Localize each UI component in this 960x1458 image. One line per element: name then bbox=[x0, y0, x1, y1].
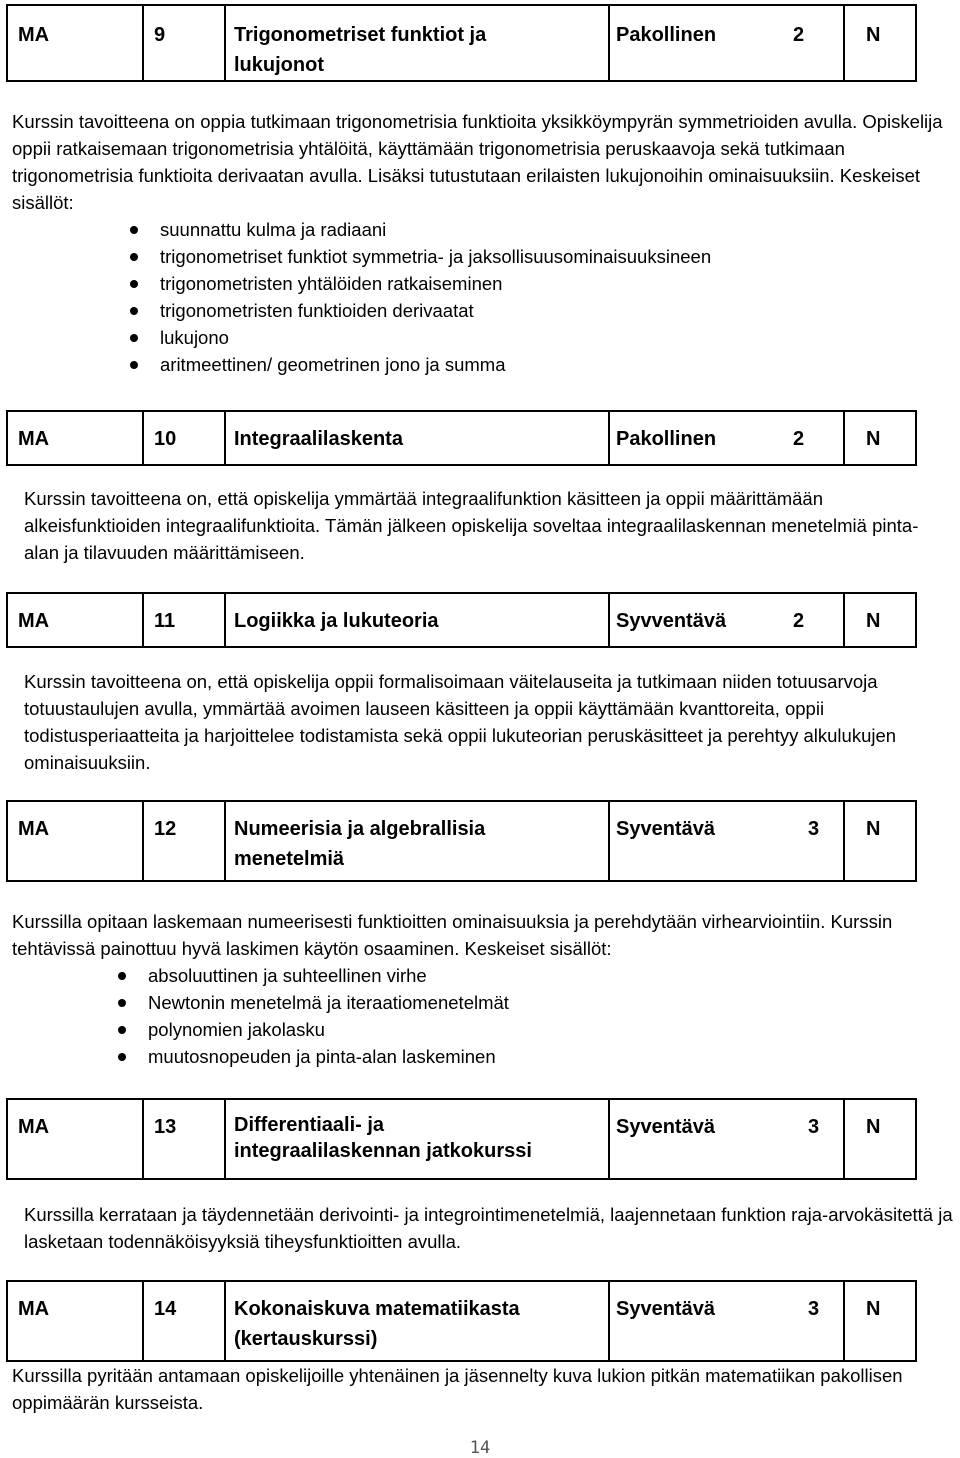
course-description-ma13 bbox=[24, 1201, 958, 1255]
course-code: MA bbox=[18, 610, 50, 632]
content-list bbox=[160, 216, 952, 378]
course-code: MA bbox=[18, 818, 50, 840]
course-header-ma12 bbox=[6, 800, 917, 882]
course-number: 9 bbox=[154, 24, 166, 46]
course-title: Logiikka ja lukuteoria bbox=[234, 610, 439, 632]
description-text: Kurssilla opitaan laskemaan numeerisesti funktioitten ominaisuuksia ja perehdytään virhearviointiin. Kurssin tehtävissä painottuu hyvä laskimen käytön osaaminen. Keskeiset sisällöt: bbox=[12, 911, 893, 959]
list-item: polynomien jakolasku bbox=[148, 1016, 952, 1043]
course-title: Differentiaali- ja integraalilaskennan jatkokurssi bbox=[234, 1114, 532, 1162]
list-item: muutosnopeuden ja pinta-alan laskeminen bbox=[148, 1043, 952, 1070]
list-item: lukujono bbox=[160, 324, 952, 351]
course-number: 14 bbox=[154, 1298, 177, 1320]
course-credits: 2 bbox=[793, 24, 805, 46]
course-credits: 2 bbox=[793, 428, 805, 450]
course-title: Numeerisia ja algebrallisia menetelmiä bbox=[234, 818, 486, 870]
course-description-ma11 bbox=[24, 668, 950, 776]
course-level: N bbox=[866, 1298, 881, 1320]
course-credits: 3 bbox=[808, 818, 820, 840]
course-title: Integraalilaskenta bbox=[234, 428, 403, 450]
course-level: N bbox=[866, 428, 881, 450]
course-type: Syventävä bbox=[616, 1298, 715, 1320]
course-credits: 3 bbox=[808, 1298, 820, 1320]
list-item: Newtonin menetelmä ja iteraatiomenetelmät bbox=[148, 989, 952, 1016]
list-item: aritmeettinen/ geometrinen jono ja summa bbox=[160, 351, 952, 378]
course-code: MA bbox=[18, 1116, 50, 1138]
course-number: 10 bbox=[154, 428, 177, 450]
course-level: N bbox=[866, 818, 881, 840]
list-item: trigonometriset funktiot symmetria- ja jaksollisuusominaisuuksineen bbox=[160, 243, 952, 270]
course-number: 11 bbox=[154, 610, 176, 632]
description-text: Kurssin tavoitteena on, että opiskelija ymmärtää integraalifunktion käsitteen ja oppii määrittämään alkeisfunktioiden integraalifunktioita. Tämän jälkeen opiskelija soveltaa integraalilaskennan menetelmiä pinta-alan ja tilavuuden määrittämiseen. bbox=[24, 488, 919, 563]
course-type: Syventävä bbox=[616, 818, 715, 840]
description-text: Kurssilla pyritään antamaan opiskelijoille yhtenäinen ja jäsennelty kuva lukion pitkän matematiikan pakollisen oppimäärän kursseista. bbox=[12, 1365, 903, 1413]
list-item: trigonometristen yhtälöiden ratkaiseminen bbox=[160, 270, 952, 297]
course-description-ma9 bbox=[12, 108, 952, 378]
course-type: Syventävä bbox=[616, 1116, 715, 1138]
course-credits: 3 bbox=[808, 1116, 820, 1138]
content-list bbox=[148, 962, 952, 1070]
description-text: Kurssin tavoitteena on, että opiskelija oppii formalisoimaan väitelauseita ja tutkimaan niiden totuusarvoja totuustaulujen avulla, ymmärtää avoimen lauseen käsitteen ja oppii käyttämään kvanttoreita, oppii todistusperiaatteita ja harjoittelee todistamista sekä oppii lukuteorian peruskäsitteet ja perehtyy alkulukujen ominaisuuksiin. bbox=[24, 671, 897, 773]
course-header-ma10 bbox=[6, 410, 917, 466]
course-title: Trigonometriset funktiot ja lukujonot bbox=[234, 24, 487, 76]
course-header-ma11 bbox=[6, 592, 917, 648]
course-description-ma12 bbox=[12, 908, 952, 1070]
course-code: MA bbox=[18, 24, 50, 46]
course-level: N bbox=[866, 24, 881, 46]
page-number: 14 bbox=[469, 1438, 491, 1458]
description-text: Kurssin tavoitteena on oppia tutkimaan trigonometrisia funktioita yksikköympyrän symmetrioiden avulla. Opiskelija oppii ratkaisemaan trigonometrisia yhtälöitä, käyttämään trigonometrisia peruskaavoja sekä tutkimaan trigonometrisia funktioita derivaatan avulla. Lisäksi tutustutaan erilaisten lukujonoihin ominaisuuksiin. Keskeiset sisällöt: bbox=[12, 111, 943, 213]
course-code: MA bbox=[18, 1298, 50, 1320]
course-header-ma14 bbox=[6, 1280, 917, 1362]
course-title: Kokonaiskuva matematiikasta (kertauskurssi) bbox=[234, 1298, 520, 1350]
course-type: Syvventävä bbox=[616, 610, 727, 632]
course-credits: 2 bbox=[793, 610, 805, 632]
course-type: Pakollinen bbox=[616, 24, 717, 46]
course-header-ma9 bbox=[6, 4, 917, 82]
list-item: suunnattu kulma ja radiaani bbox=[160, 216, 952, 243]
list-item: absoluuttinen ja suhteellinen virhe bbox=[148, 962, 952, 989]
course-header-ma13 bbox=[6, 1098, 917, 1180]
course-number: 13 bbox=[154, 1116, 177, 1138]
description-text: Kurssilla kerrataan ja täydennetään derivointi- ja integrointimenetelmiä, laajennetaan funktion raja-arvokäsitettä ja lasketaan todennäköisyyksiä tiheysfunktioitten avulla. bbox=[24, 1204, 953, 1252]
course-level: N bbox=[866, 610, 881, 632]
course-level: N bbox=[866, 1116, 881, 1138]
course-description-ma10 bbox=[24, 485, 950, 566]
course-number: 12 bbox=[154, 818, 177, 840]
course-code: MA bbox=[18, 428, 50, 450]
course-type: Pakollinen bbox=[616, 428, 717, 450]
course-description-ma14 bbox=[12, 1362, 952, 1416]
list-item: trigonometristen funktioiden derivaatat bbox=[160, 297, 952, 324]
